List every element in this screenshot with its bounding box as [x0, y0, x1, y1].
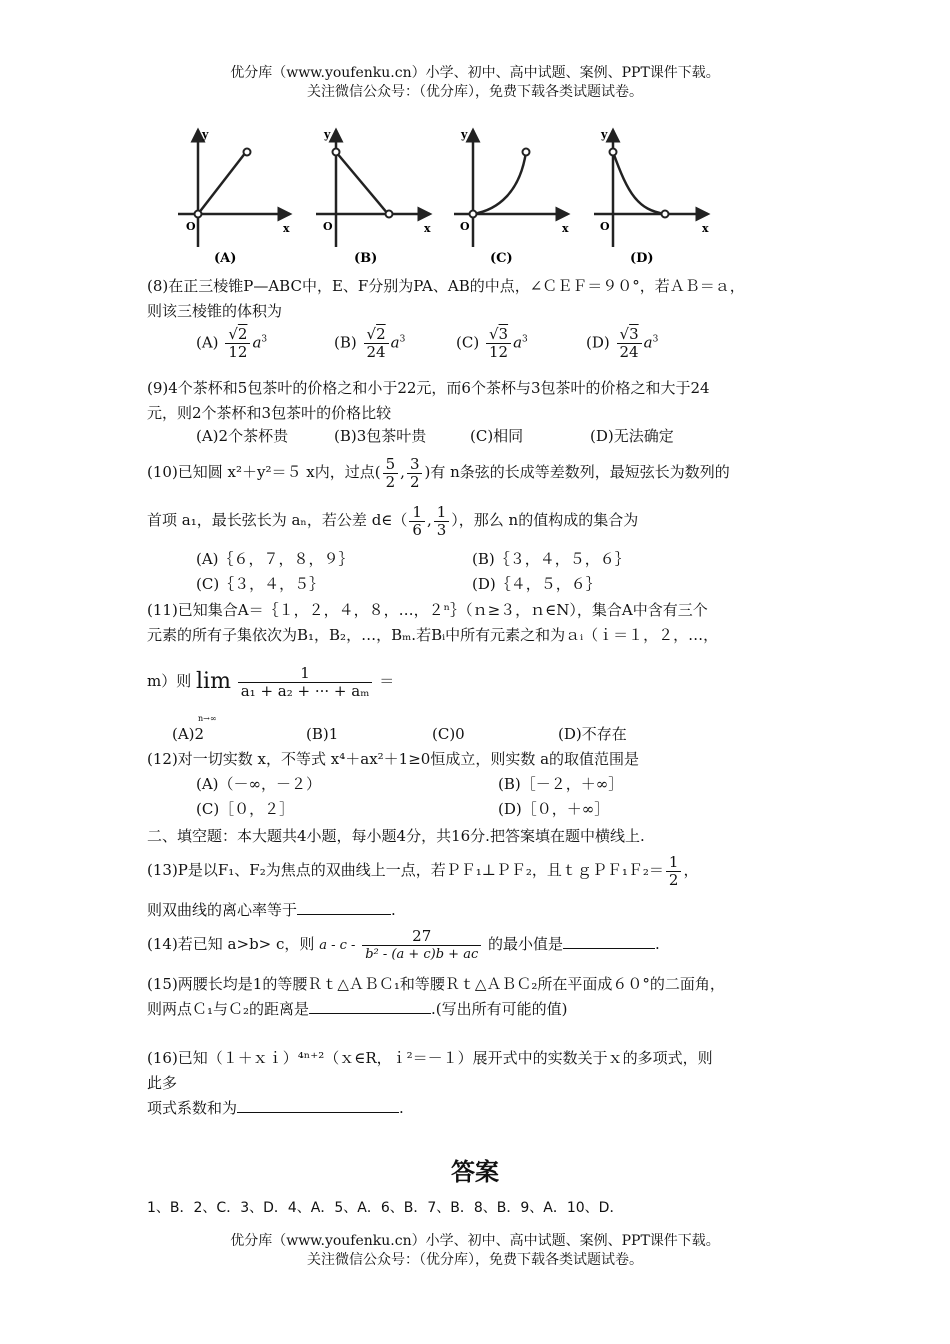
q8-option-a: (A) $\frac{√2}{12}$ $a^3$ [196, 325, 268, 361]
q13-line-2: 则双曲线的离心率等于 . [147, 898, 396, 922]
q16-line-2: 此多 [147, 1074, 178, 1092]
q9-option-d: (D)无法确定 [590, 427, 674, 445]
fraction: $\frac{3}{2}$ [407, 456, 423, 491]
q10-option-b: (B)｛３，４，５，６｝ [472, 550, 630, 568]
x-axis-label-d: x [702, 222, 709, 235]
page-header [0, 64, 950, 102]
option-label: (B) [334, 333, 357, 352]
answer-blank[interactable] [309, 997, 431, 1014]
q10-line-2: 首项 a₁，最长弦长为 aₙ，若公差 d∈（ $\frac{1}{6}$ , $\frac{1}{3}$ ），那么 n的值构成的集合为 [147, 502, 639, 539]
q11-line-3a: m）则 [147, 672, 192, 690]
y-axis-label-d: y [601, 128, 608, 141]
option-label: (C) [456, 333, 480, 352]
answer-title: 答案 [451, 1158, 499, 1186]
footer-line-1: 优分库（www.youfenku.cn）小学、初中、高中试题、案例、PPT课件下载。 [230, 1233, 720, 1249]
fraction: $\frac{√2}{24}$ [364, 326, 389, 361]
q12-option-d: (D)［０，＋∞］ [498, 800, 610, 818]
option-label: (D) [586, 333, 610, 352]
q15-line-2: 则两点Ｃ₁与Ｃ₂的距离是 .(写出所有可能的值) [147, 997, 568, 1021]
fraction: $\frac{27}{\text{b² - (a + c)b + ac}}$ [362, 928, 481, 963]
q14-line: (14)若已知 a>b> c，则 a - c - $\frac{27}{\text{b² - (a + c)b + ac}}$ 的最小值是 . [147, 926, 660, 962]
q10-line-2b: ），那么 n的值构成的集合为 [451, 511, 639, 529]
q11-option-b: (B)1 [306, 725, 339, 743]
q11-line-2: 元素的所有子集依次为B₁，B₂，…，Bₘ.若Bᵢ中所有元素之和为ａᵢ（ｉ＝１，２，…， [147, 626, 719, 644]
answer-blank[interactable] [563, 932, 655, 949]
graph-label-a: (A) [214, 251, 237, 266]
q8-line-2: 则该三棱锥的体积为 [147, 302, 283, 320]
q8-option-c: (C) $\frac{√3}{12}$ $a^3$ [456, 325, 528, 361]
answer-list: 1、B．2、C．3、D．4、A．5、A．6、B．7、B．8、B．9、A．10、D． [147, 1200, 624, 1216]
answer-blank[interactable] [237, 1096, 399, 1113]
graph-d [594, 128, 709, 266]
fraction: $\frac{1}{6}$ [409, 504, 425, 539]
q13-line-1: (13)P是以F₁、F₂为焦点的双曲线上一点，若ＰＦ₁⊥ＰＦ₂，且ｔｇＰＦ₁Ｆ₂＝ $\frac{1}{2}$ ， [147, 852, 699, 889]
q11-line-1: (11)已知集合A＝｛１，２，４，８，…，２ⁿ｝（ｎ≥３，ｎ∈N），集合A中含有三个 [147, 601, 708, 619]
graph-a [178, 128, 290, 266]
q12-option-b: (B)［－２，＋∞］ [498, 775, 624, 793]
q10-option-c: (C)｛３，４，５｝ [196, 575, 325, 593]
origin-label-a: O [186, 220, 196, 233]
header-line-2: 关注微信公众号：（优分库），免费下载各类试题试卷。 [307, 84, 643, 100]
q9-option-b: (B)3包茶叶贵 [334, 427, 427, 445]
fraction: $\frac{√3}{24}$ [617, 326, 642, 361]
fraction: $\frac{1}{3}$ [434, 504, 450, 539]
graph-b [316, 128, 431, 266]
q8-option-b: (B) $\frac{√2}{24}$ $a^3$ [334, 325, 406, 361]
q16-line-3: 项式系数和为 . [147, 1096, 404, 1120]
x-axis-label-c: x [562, 222, 569, 235]
graph-label-c: (C) [490, 251, 513, 266]
fraction: $\frac{1}{2}$ [666, 854, 682, 889]
option-label: (A) [196, 333, 219, 352]
graph-label-d: (D) [630, 251, 654, 266]
q9-option-c: (C)相同 [470, 427, 524, 445]
q12-option-a: (A)（－∞，－２） [196, 775, 322, 793]
q11-line-3: m）则 lim n→∞ $\frac{1}{\text{a₁ + a₂ + ··· + aₘ}}$ ＝ [147, 656, 394, 707]
q11-option-c: (C)0 [432, 725, 465, 743]
origin-label-c: O [460, 220, 470, 233]
origin-label-b: O [323, 220, 333, 233]
function-graphs-figure [168, 122, 728, 272]
x-axis-label-b: x [424, 222, 431, 235]
q12-option-c: (C)［０，２］ [196, 800, 295, 818]
y-axis-label-b: y [324, 128, 331, 141]
q10-option-a: (A)｛６，７，８，９｝ [196, 550, 354, 568]
footer-line-2: 关注微信公众号：（优分库），免费下载各类试题试卷。 [307, 1252, 643, 1268]
q16-line-1: (16)已知（１＋ｘｉ）⁴ⁿ⁺²（ｘ∈R，ｉ²＝－１）展开式中的实数关于ｘ的多项式，则 [147, 1049, 713, 1067]
q11-option-a: (A)2 [172, 725, 205, 743]
q8-line-1: (8)在正三棱锥P—ABC中，E、F分别为PA、AB的中点，∠ＣＥＦ＝９０°，若ＡＢ＝ａ， [147, 277, 745, 295]
graph-label-b: (B) [354, 251, 378, 266]
q9-line-1: (9)4个茶杯和5包茶叶的价格之和小于22元，而6个茶杯与3包茶叶的价格之和大于24 [147, 379, 710, 397]
q9-option-a: (A)2个茶杯贵 [196, 427, 289, 445]
q8-option-d: (D) $\frac{√3}{24}$ $a^3$ [586, 325, 659, 361]
q10-line-2a: 首项 a₁，最长弦长为 aₙ，若公差 d∈（ [147, 511, 408, 529]
x-axis-label-a: x [283, 222, 290, 235]
fraction: $\frac{1}{\text{a₁ + a₂ + ··· + aₘ}}$ [238, 665, 373, 700]
fraction: $\frac{5}{2}$ [383, 456, 399, 491]
fraction: $\frac{√2}{12}$ [225, 326, 250, 361]
graph-c [454, 128, 569, 266]
q15-line-1: (15)两腰长均是1的等腰Ｒｔ△ＡＢＣ₁和等腰Ｒｔ△ＡＢＣ₂所在平面成６０°的二面角， [147, 975, 725, 993]
q11-option-d: (D)不存在 [558, 725, 627, 743]
q10-option-d: (D)｛４，５，６｝ [472, 575, 601, 593]
header-line-1: 优分库（www.youfenku.cn）小学、初中、高中试题、案例、PPT课件下载。 [230, 65, 720, 81]
fraction: $\frac{√3}{12}$ [486, 326, 511, 361]
y-axis-label-c: y [461, 128, 468, 141]
q9-line-2: 元，则2个茶杯和3包茶叶的价格比较 [147, 404, 392, 422]
origin-label-d: O [600, 220, 610, 233]
q10-suffix: )有 n条弦的长成等差数列，最短弦长为数列的 [424, 463, 730, 481]
q12-line-1: (12)对一切实数 x，不等式 x⁴＋ax²＋1≥0恒成立，则实数 a的取值范围是 [147, 750, 640, 768]
answer-blank[interactable] [297, 898, 391, 915]
y-axis-label-a: y [202, 128, 209, 141]
page-footer [0, 1232, 950, 1270]
limit-expression: lim n→∞ [196, 669, 231, 723]
section-heading: 二、填空题：本大题共4小题，每小题4分，共16分.把答案填在题中横线上. [147, 827, 645, 845]
q10-line-1: (10)已知圆 x²＋y²＝５ x内，过点( $\frac{5}{2}$ , $\frac{3}{2}$ )有 n条弦的长成等差数列，最短弦长为数列的 [147, 454, 730, 491]
q10-prefix: (10)已知圆 x²＋y²＝５ x内，过点( [147, 463, 381, 481]
